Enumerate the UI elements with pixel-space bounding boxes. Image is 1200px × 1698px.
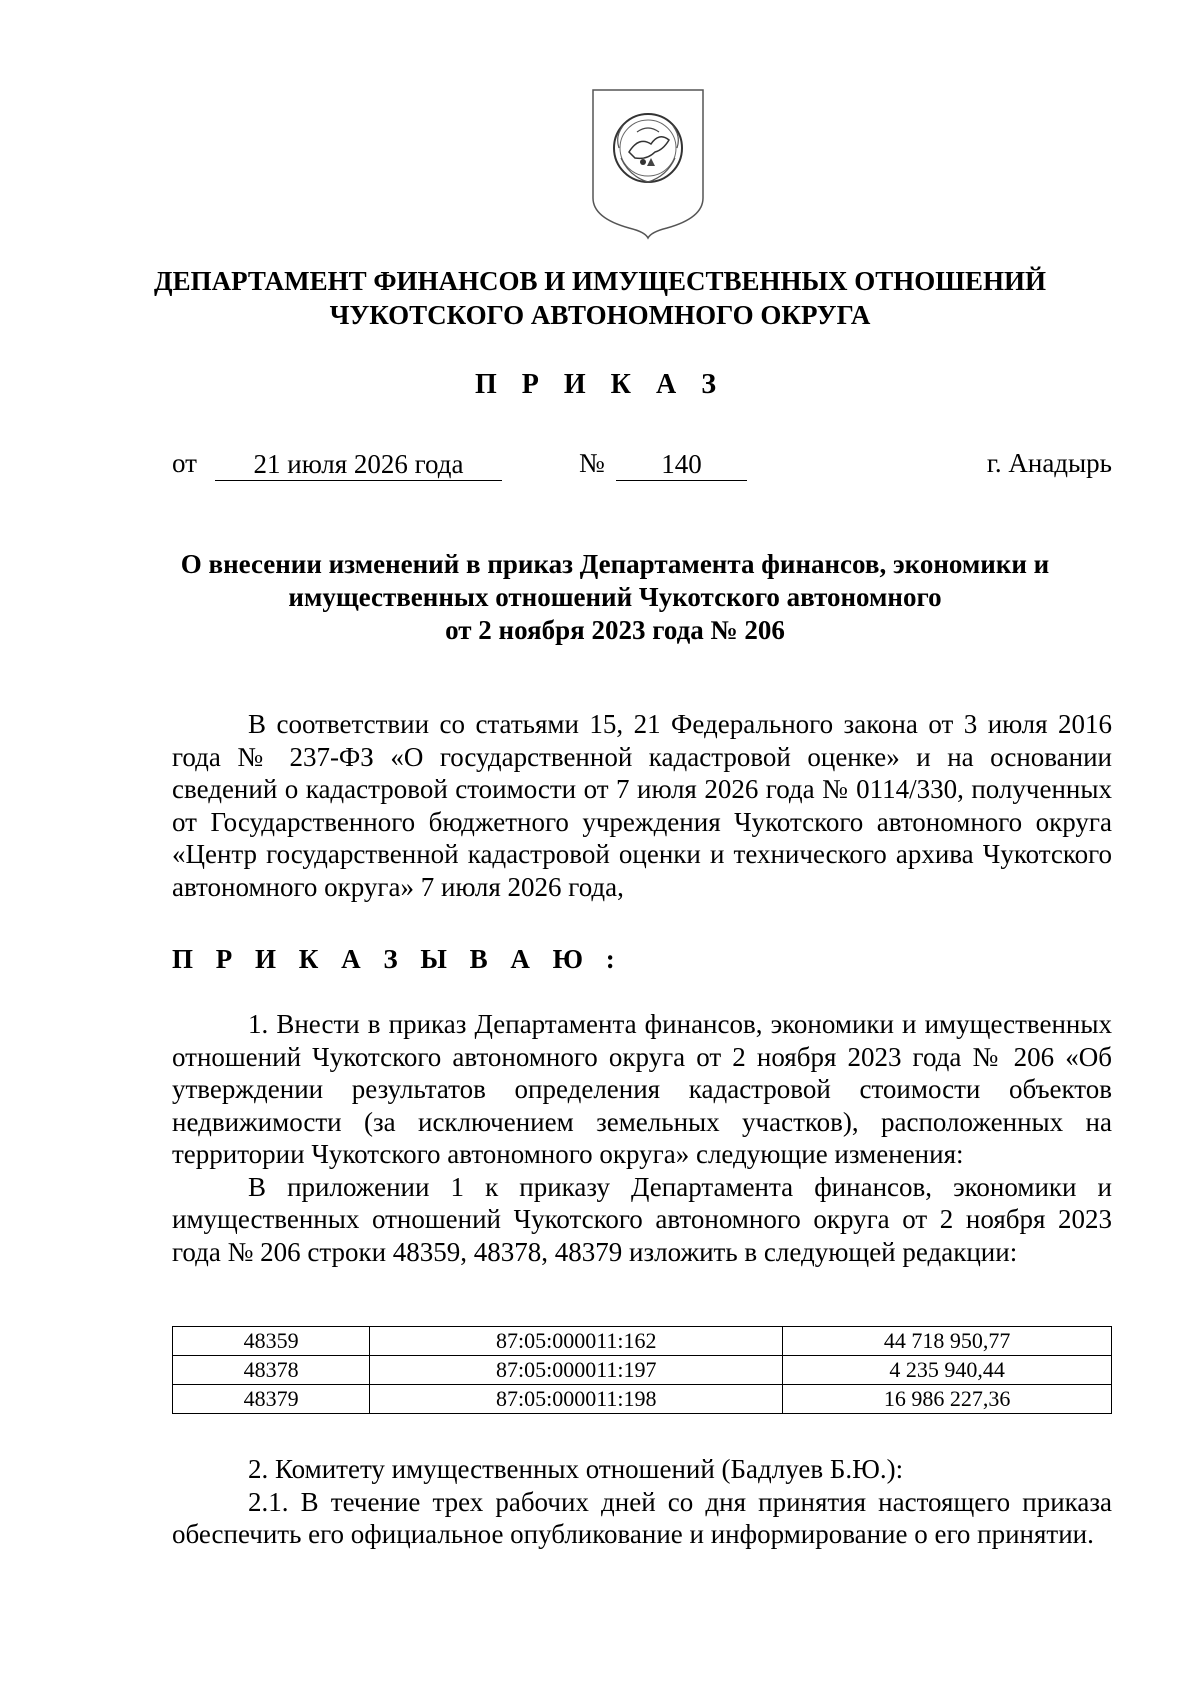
item1-paragraph: 1. Внести в приказ Департамента финансов, экономики и имущественных отношений Чукотского автономного округа от 2 ноября 2023 года № 206 «Об утверждении результатов определения кадастровой стоимости объектов недвижимости (за исключением земельных участков), расположенных на территории Чукотского автономного округа» следующие изменения: xyxy=(172,1009,1112,1169)
cadastral-value-table xyxy=(172,1326,1112,1414)
department-title-line1: ДЕПАРТАМЕНТ ФИНАНСОВ И ИМУЩЕСТВЕННЫХ ОТНОШЕНИЙ xyxy=(154,266,1046,296)
line-number-cell: 48378 xyxy=(173,1356,370,1385)
appendix-paragraph: В приложении 1 к приказу Департамента финансов, экономики и имущественных отношений Чукотского автономного округа от 2 ноября 2023 года № 206 строки 48359, 48378, 48379 изложить в следующей редакции: xyxy=(172,1171,1112,1267)
number-sign: № xyxy=(579,448,605,478)
order-heading: П Р И К А З xyxy=(475,369,725,400)
item2-paragraph: 2. Комитету имущественных отношений (Бадлуев Б.Ю.): xyxy=(248,1454,904,1484)
order-meta-row xyxy=(172,448,1112,482)
department-title xyxy=(100,264,1100,332)
from-label: от xyxy=(172,448,197,478)
department-title-line2: ЧУКОТСКОГО АВТОНОМНОГО ОКРУГА xyxy=(329,300,871,330)
table-row xyxy=(173,1356,1112,1385)
cadastral-value-cell: 4 235 940,44 xyxy=(783,1356,1112,1385)
subject-line3: от 2 ноября 2023 года № 206 xyxy=(445,615,785,645)
cadastral-value-cell: 44 718 950,77 xyxy=(783,1327,1112,1356)
line-number-cell: 48359 xyxy=(173,1327,370,1356)
order-number: 140 xyxy=(616,448,747,481)
line-number-cell: 48379 xyxy=(173,1385,370,1414)
item1-section xyxy=(172,1008,1112,1268)
preamble-paragraph: В соответствии со статьями 15, 21 Федерального закона от 3 июля 2016 года № 237-ФЗ «О государственной кадастровой оценке» и на основании сведений о кадастровой стоимости от 7 июля 2026 года № 0114/330, полученных от Государственного бюджетного учреждения Чукотского автономного округа «Центр государственной кадастровой оценки и технического архива Чукотского автономного округа» 7 июля 2026 года, xyxy=(172,709,1112,902)
item2-section xyxy=(172,1453,1112,1551)
cadastral-number-cell: 87:05:000011:162 xyxy=(370,1327,783,1356)
order-subject xyxy=(150,548,1080,647)
order-date: 21 июля 2026 года xyxy=(215,448,502,481)
cadastral-number-cell: 87:05:000011:198 xyxy=(370,1385,783,1414)
coat-of-arms-emblem xyxy=(589,88,707,240)
city: г. Анадырь xyxy=(986,448,1112,478)
subject-line1: О внесении изменений в приказ Департамента финансов, экономики и xyxy=(180,549,1050,579)
item2-sub1-paragraph: 2.1. В течение трех рабочих дней со дня принятия настоящего приказа обеспечить его официальное опубликование и информирование о его принятии. xyxy=(172,1486,1112,1549)
cadastral-value-cell: 16 986 227,36 xyxy=(783,1385,1112,1414)
order-directive-heading: П Р И К А З Ы В А Ю : xyxy=(172,944,623,974)
cadastral-number-cell: 87:05:000011:197 xyxy=(370,1356,783,1385)
table-row xyxy=(173,1385,1112,1414)
subject-line2: имущественных отношений Чукотского автономного xyxy=(288,582,942,612)
table-row xyxy=(173,1327,1112,1356)
